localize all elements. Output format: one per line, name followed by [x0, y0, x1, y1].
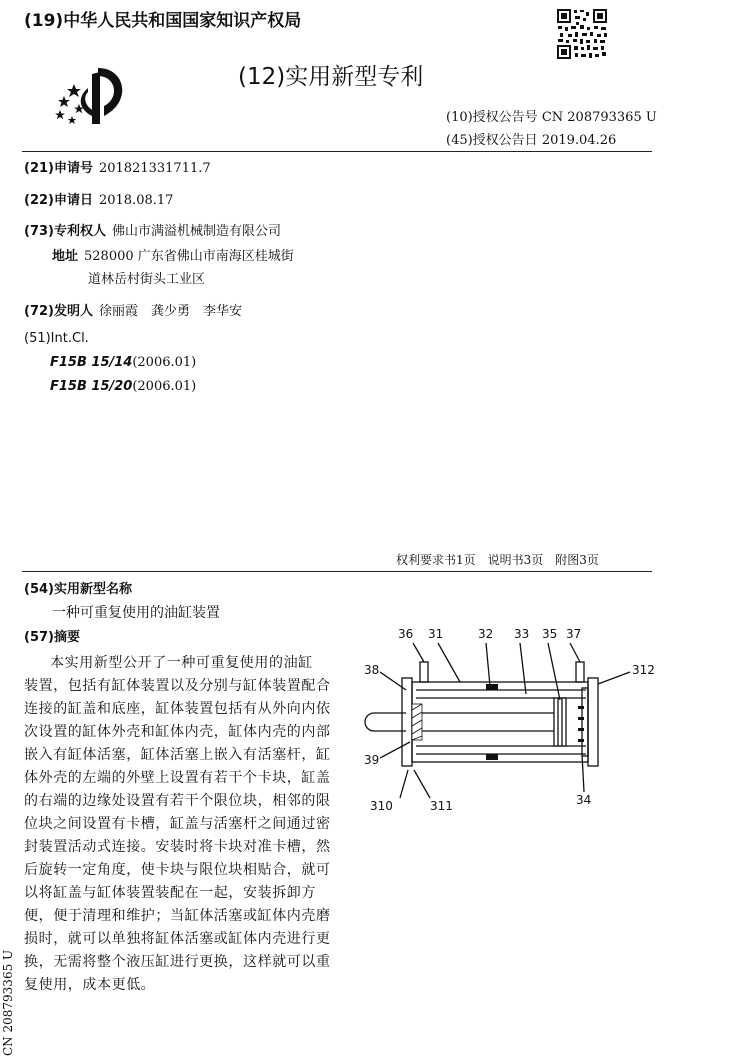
ref-312: 312	[632, 663, 655, 677]
ref-34: 34	[576, 793, 592, 807]
address-row	[52, 245, 294, 264]
filing-date-label: (22)申请日	[24, 193, 93, 208]
ref-31: 31	[428, 627, 444, 641]
cylinder-drawing	[350, 620, 670, 820]
side-publication-number: CN 208793365 U	[1, 949, 15, 1056]
abstract-line: 嵌入有缸体活塞，缸体活塞上嵌入有活塞杆，缸	[24, 747, 331, 763]
document-type: (12)实用新型专利	[238, 64, 424, 90]
ipc-item	[50, 355, 196, 370]
abstract-line: 换，无需将整个液压缸进行更换，这样就可以重	[24, 954, 331, 970]
abstract-line: 连接的缸盖和底座，缸体装置包括有从外向内依	[24, 701, 331, 717]
address-line-1: 528000 广东省佛山市南海区桂城街	[84, 249, 294, 264]
inventors-row	[24, 300, 242, 319]
seal-top	[486, 684, 498, 690]
port-left	[420, 662, 428, 682]
abstract-line: 后旋转一定角度，使卡块与限位块相贴合，就可	[24, 862, 331, 878]
application-number-value: 201821331711.7	[98, 161, 211, 176]
ref-36: 36	[398, 627, 414, 641]
page-counts: 权利要求书1页 说明书3页 附图3页	[396, 553, 599, 567]
inventors-value: 徐丽霞 龚少勇 李华安	[98, 304, 242, 319]
header-divider	[22, 151, 652, 152]
abstract-line: 封装置活动式连接。安装时将卡块对准卡槽，然	[24, 839, 331, 855]
application-number-label: (21)申请号	[24, 161, 93, 176]
ref-32: 32	[478, 627, 494, 641]
abstract-line: 本实用新型公开了一种可重复使用的油缸	[50, 655, 313, 671]
utility-model-title-label: (54)实用新型名称	[24, 582, 132, 597]
abstract-label: (57)摘要	[24, 630, 80, 645]
ipc-version: (2006.01)	[132, 355, 197, 370]
abstract-line: 位块之间设置有卡槽，缸盖与活塞杆之间通过密	[24, 816, 331, 832]
ipc-code: F15B 15/14	[50, 355, 133, 370]
ref-310: 310	[370, 799, 393, 813]
abstract-line: 次设置的缸体外壳和缸体内壳，缸体内壳的内部	[24, 724, 331, 740]
issuing-office: (19)中华人民共和国国家知识产权局	[24, 11, 302, 31]
ipc-code: F15B 15/20	[50, 379, 133, 394]
inventors-label: (72)发明人	[24, 304, 93, 319]
piston-rod-end	[365, 713, 406, 731]
ref-35: 35	[542, 627, 558, 641]
seal-bottom	[486, 754, 498, 760]
piston	[554, 698, 566, 746]
abstract-line: 复使用，成本更低。	[24, 977, 156, 993]
address-line-2: 道林岳村街头工业区	[88, 272, 206, 287]
ipc-version: (2006.01)	[132, 379, 197, 394]
abstract-line: 的右端的边缘处设置有若干个限位块，相邻的限	[24, 793, 331, 809]
patentee-value: 佛山市满溢机械制造有限公司	[111, 224, 281, 239]
address-label: 地址	[52, 249, 79, 264]
patentee-label: (73)专利权人	[24, 224, 106, 239]
abstract-line: 便，便于清理和维护；当缸体活塞或缸体内壳磨	[24, 908, 331, 924]
filing-date-value: 2018.08.17	[98, 193, 174, 208]
abstract-line: 装置，包括有缸体装置以及分别与缸体装置配合	[24, 678, 331, 694]
ref-37: 37	[566, 627, 582, 641]
filing-date-row	[24, 189, 173, 208]
abstract-line: 体外壳的左端的外壁上设置有若干个卡块，缸盖	[24, 770, 331, 786]
patentee-row	[24, 220, 281, 239]
abstract-line: 以将缸盖与缸体装置装配在一起，安装拆卸方	[24, 885, 316, 901]
publication-date: (45)授权公告日 2019.04.26	[446, 133, 617, 148]
cnipa-logo	[52, 62, 140, 128]
abstract-line: 损时，就可以单独将缸体活塞或缸体内壳进行更	[24, 931, 331, 947]
cylinder-base	[588, 678, 598, 766]
application-number-row	[24, 157, 211, 176]
ref-311: 311	[430, 799, 453, 813]
port-right	[576, 662, 584, 682]
cylinder-cap	[402, 678, 412, 766]
ref-39: 39	[364, 753, 380, 767]
section-divider	[22, 571, 652, 572]
qr-code-icon	[556, 8, 608, 60]
publication-number: (10)授权公告号 CN 208793365 U	[446, 110, 657, 125]
utility-model-title: 一种可重复使用的油缸装置	[52, 605, 220, 621]
ref-38: 38	[364, 663, 380, 677]
ipc-item	[50, 379, 196, 394]
ref-33: 33	[514, 627, 530, 641]
ipc-label: (51)Int.Cl.	[24, 331, 89, 346]
